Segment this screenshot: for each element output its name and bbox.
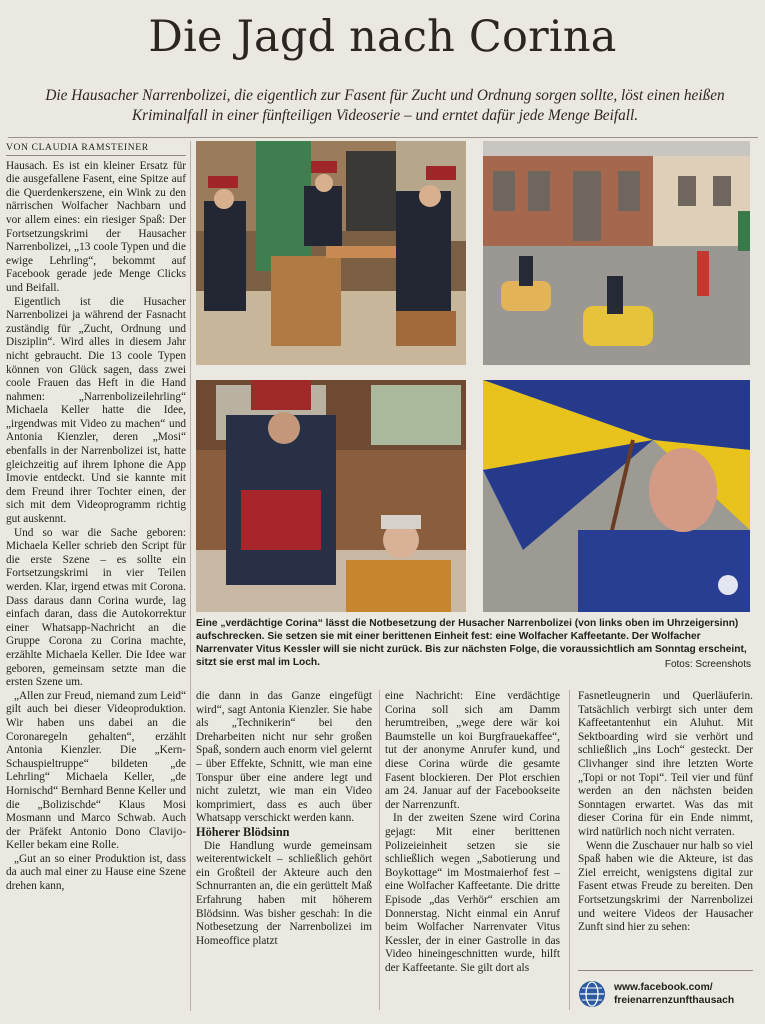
facebook-link[interactable] xyxy=(614,981,734,1007)
column-4 xyxy=(578,690,753,935)
photo-umbrella-man xyxy=(483,380,750,612)
paragraph: „Gut an so einer Produktion ist, dass da auch mal einer zu Hause eine Szene drehen kann, xyxy=(6,852,186,893)
byline: VON CLAUDIA RAMSTEINER xyxy=(6,142,149,153)
column-2 xyxy=(196,690,372,948)
paragraph: Fasnetleugnerin und Querläuferin. Tatsächlich verbirgt sich unter dem Kaffeetantenhut ein Aluhut. Mit Sektboarding wird sie verhört und schließlich „ins Loch“ gesteckt. Der Clivhanger sind ihre letzten Worte „Topi or not Topi“. Teil vier und fünf werden an den nächsten beiden Sonntagen erwartet. Was das mit dieser Corina für ein Ende nimmt, wird natürlich noch nicht verraten. xyxy=(578,690,753,838)
column-divider xyxy=(190,141,191,1011)
column-1 xyxy=(6,141,186,894)
paragraph: Hausach. Es ist ein kleiner Ersatz für die ausgefallene Fasent, eine Spitze auf die Querdenkerszene, ein Wink zu den närrischen Wolfacher Nachbarn und vor allem eines: ein riesiger Spaß: Der Fortsetzungskrimi der Hausacher Narrenbolizei, „13 coole Typen und die ewige Lehrling“, bekommt auf Facebook gerade jede Menge Clicks und Beifall. xyxy=(6,159,186,294)
photo-interrogation xyxy=(196,380,466,612)
column-divider xyxy=(569,690,570,1010)
headline: Die Jagd nach Corina xyxy=(148,12,617,62)
divider xyxy=(6,155,186,156)
paragraph: die dann in das Ganze eingefügt wird“, sagt Antonia Kienzler. Sie habe als „Technikerin“ bei den Dreharbeiten nicht nur sehr großen Spaß, sondern auch enorm viel gelernt – über Effekte, Schnitt, wie man eine Tonspur über eine andere legt und nicht zuletzt, wie man ein Video komprimiert, dass es auch über Whatsapp verschickt werden kann. xyxy=(196,690,372,825)
divider xyxy=(8,137,758,138)
photo-credit: Fotos: Screenshots xyxy=(664,659,751,670)
paragraph: „Allen zur Freud, niemand zum Leid“ gilt auch bei dieser Videoproduktion. Wir haben uns dabei an die Coronaregeln gehalten“, erzählt Antonia Kienzler. Die „Kern-Schauspieltruppe“ bildeten „de Lehrling“ Michaela Keller, „de Hornischd“ Bernhard Benne Keller und die „Bolizischde“ Klaus Mosi Mosmann und Marco Schwab. Auch der Präfekt Antonio Dono Clavijo-Keller bekam eine Rolle. xyxy=(6,689,186,852)
paragraph: eine Nachricht: Eine verdächtige Corina soll sich am Damm herumtreiben, „wege dere wär koi Baumstelle un koi Burgfrauekaffee“, tut der anonyme Anrufer kund, und diese Corina würde die gesamte Fasent blockieren. Der Plot erschien am 24. Januar auf der Facebookseite der Narrenzunft. xyxy=(385,690,560,811)
facebook-url: www.facebook.com/ xyxy=(614,981,713,993)
paragraph: Eigentlich ist die Husacher Narrenbolizei ja während der Fasnacht zuständig für „Zucht, Ordnung und Disziplin“. Wird alles in diesem Jahr nicht gebraucht. Die 13 coole Typen können von Glück sagen, dass zwei coole Frauen das Heft in die Hand nahmen: „Narrenbolizeilehrling“ Michaela Keller hatte die Idee, „irgendwas mit Video zu machen“ und Antonia Kienzler, deren „Mosi“ ebenfalls in der Narrenbolizei ist, hatte gleichzeitig auf ihrem Iphone die App Imovie entdeckt. Und sie kannte mit dem Freund ihrer Tochter einen, der sich mit dem Videoprogramm richtig gut auskennt. xyxy=(6,295,186,526)
subheading: Höherer Blödsinn xyxy=(196,824,290,839)
paragraph: In der zweiten Szene wird Corina gejagt: Mit einer berittenen Polizeieinheit setzen sie sie schließlich wegen „Sabotierung und Boykottage“ im Mostmaierhof fest – eine Wolfacher Kaffeetante. Die dritte Episode „das Verhör“ erschien am Donnerstag. Nicht einmal ein Anruf beim Wolfacher Narrenvater Vitus Kessler, der in einer Gastrolle in das Video hineingeschnitten wurde, hilft der Kaffeetante. Sie gilt dort als xyxy=(385,812,560,974)
globe-icon xyxy=(578,980,606,1008)
photo-courtyard xyxy=(483,141,750,365)
column-3 xyxy=(385,690,560,975)
photo-caption: Eine „verdächtige Corina“ lässt die Notbesetzung der Husacher Narrenbolizei (von links oben im Uhrzeigersinn) aufschrecken. Sie setzen sie mit einer berittenen Einheit fest: eine Wolfacher Kaffeetante. Der Wolfacher Narrenvater Vitus Kessler will sie nicht zurück. Bis zur nächsten Folge, die voraussichtlich am Sonntag erscheint, sitzt sie erst mal im Loch. xyxy=(196,618,747,668)
column-divider xyxy=(379,690,380,1010)
facebook-page-name: freienarrenzunfthausach xyxy=(614,994,735,1006)
paragraph: Und so war die Sache geboren: Michaela Keller schrieb den Script für die erste Szene – es sollte ein Fortsetzungskrimi in vier Teilen werden. Klar, irgend etwas mit Corona. Dass daraus dann Corina wurde, lag einfach daran, dass die Autokorrektur einer Whatsapp-Nachricht an die Gruppe Corona zu Corina machte, erzählte Michaela Keller. Die Idee war geboren, gemeinsam setzte man die ersten Szene um. xyxy=(6,526,186,689)
paragraph: Wenn die Zuschauer nur halb so viel Spaß haben wie die Akteure, ist das Ziel erreicht, wenigstens digital zur Fasent etwas Freude zu bereiten. Den Fortsetzungskrimi der Narrenbolizei und weitere Videos der Hausacher Zunft sind hier zu sehen: xyxy=(578,839,753,934)
facebook-link-box[interactable] xyxy=(578,970,753,1010)
photo-police-office xyxy=(196,141,466,365)
paragraph: Die Handlung wurde gemeinsam weiterentwickelt – schließlich gehört ein Großteil der Akteure auch den Schnurranten an, die ein gerüttelt Maß Erfahrung haben mit höherem Blödsinn. Was bisher geschah: In die Notbesetzung der Narrenbolizei im Homeoffice platzt xyxy=(196,839,372,947)
lead-text: Die Hausacher Narrenbolizei, die eigentlich zur Fasent für Zucht und Ordnung sorgen sollte, löst einen heißen Kriminalfall in einer fünfteiligen Videoserie – und erntet dafür jede Menge Beifall. xyxy=(45,87,725,124)
